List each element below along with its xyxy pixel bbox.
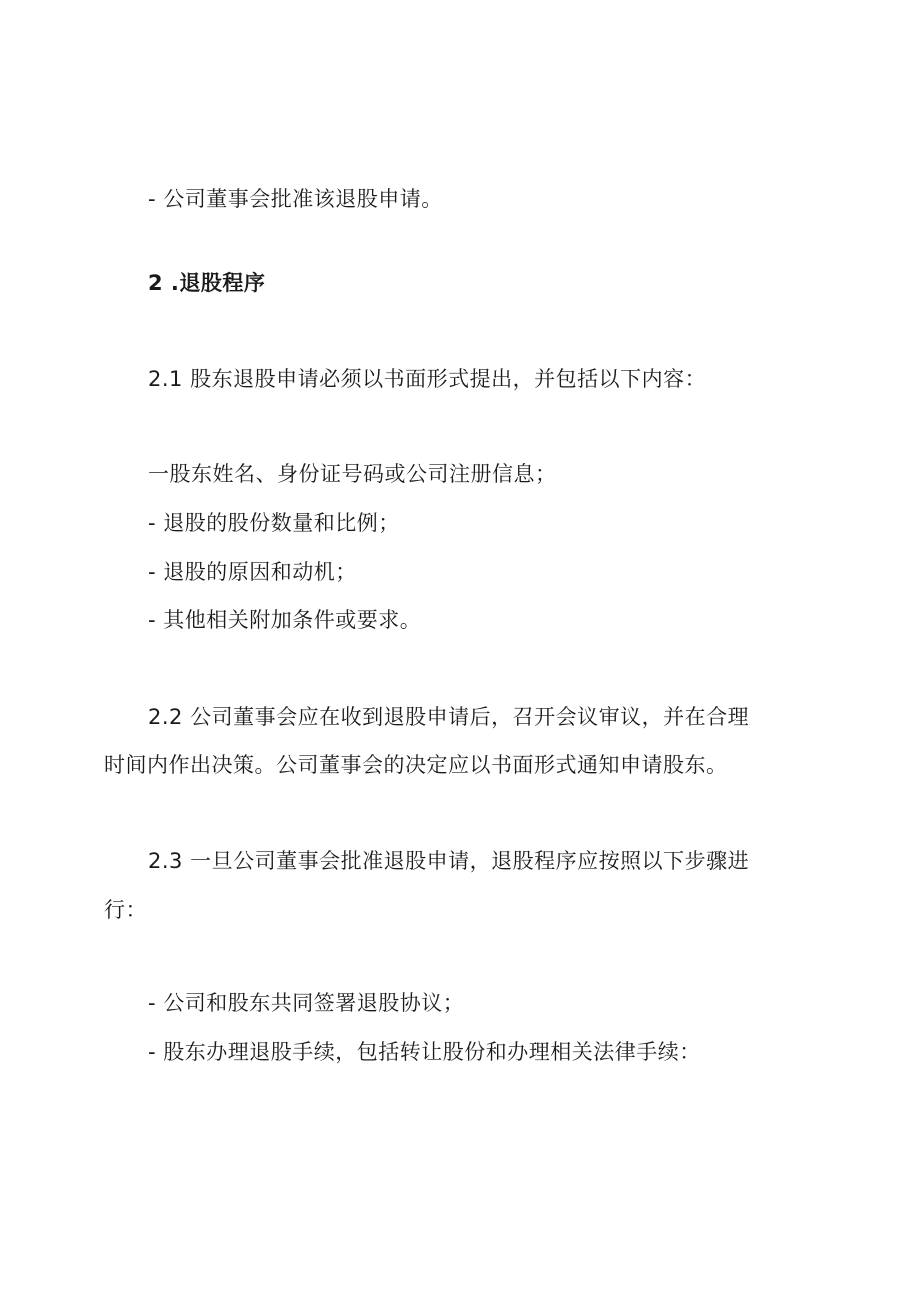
list-item-share-quantity: - 退股的股份数量和比例； [148,511,400,535]
list-item-shareholder-info: 一股东姓名、身份证号码或公司注册信息； [148,462,557,486]
list-item-reason: - 退股的原因和动机； [148,560,357,584]
clause-2-2-line-2: 时间内作出决策。公司董事会的决定应以书面形式通知申请股东。 [104,753,728,777]
list-item-handle-procedures: - 股东办理退股手续，包括转让股份和办理相关法律手续： [148,1040,701,1064]
clause-2-1: 2.1 股东退股申请必须以书面形式提出，并包括以下内容： [148,367,707,391]
approval-condition-item: - 公司董事会批准该退股申请。 [148,187,443,211]
clause-2-2-line-1: 2.2 公司董事会应在收到退股申请后，召开会议审议，并在合理 [148,705,750,729]
clause-2-3-line-2: 行： [104,898,147,922]
list-item-sign-agreement: - 公司和股东共同签署退股协议； [148,991,465,1015]
clause-2-3-line-1: 2.3 一旦公司董事会批准退股申请，退股程序应按照以下步骤进 [148,849,750,873]
list-item-other-conditions: - 其他相关附加条件或要求。 [148,608,422,632]
section-heading-withdrawal-procedure: 2 .退股程序 [148,271,266,295]
